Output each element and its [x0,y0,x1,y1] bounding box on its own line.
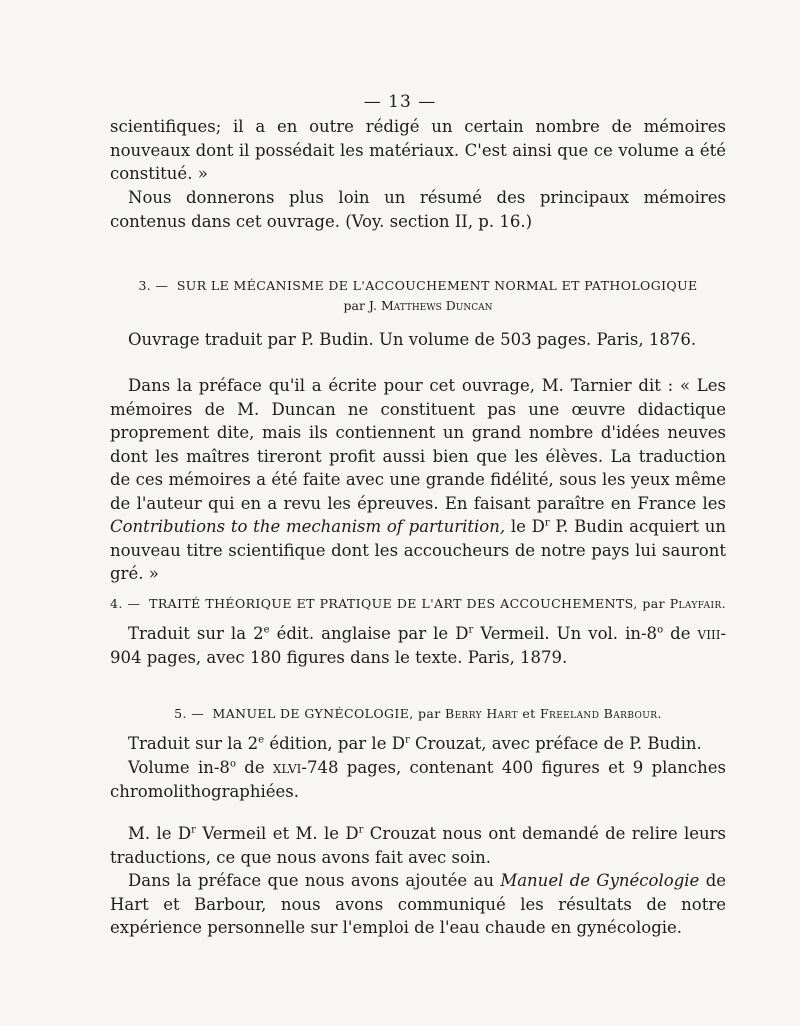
closing-paragraph-1 [110,822,726,869]
section-4-pub-a: Traduit sur la 2 [128,624,264,643]
closing-p1-sup2: r [358,824,364,836]
section-5-number: 5. — [174,706,205,721]
closing-p1-sup1: r [191,824,196,836]
section-4-pub-c: Vermeil. Un vol. in-8 [480,624,658,643]
section-5-line-2 [110,756,726,803]
closing-p1-b: Vermeil et M. le D [202,824,359,843]
section-5-line-1-c: Crouzat, avec préface de P. Budin. [414,734,702,753]
closing-p2-a: Dans la préface que nous avons ajoutée au [128,871,494,890]
section-5-line-2-c: -748 pages, contenant 400 figures et 9 planches chromolithographiées. [110,758,726,801]
section-5-heading [110,706,726,721]
closing-p2-italic-title: Manuel de Gynécologie [500,871,700,890]
section-3-number: 3. — [138,278,169,293]
section-5-line-1 [110,732,726,756]
section-5-line-2-roman: xlvi [272,758,302,777]
closing-p1-c: Crouzat nous ont demandé de relire leurs traductions, ce que nous avons fait avec soin. [110,824,727,867]
section-3-review-sup: r [544,517,550,529]
closing-p1-a: M. le D [128,824,192,843]
section-4-pub-sup2: r [468,624,474,636]
section-5-line-1-sup2: r [404,734,410,746]
page-number: — 13 — [363,92,437,112]
section-3-review-text: Dans la préface qu'il a écrite pour cet ouvrage, M. Tarnier dit : « Les mémoires de M. Duncan ne constituent pas une œuvre didactique proprement dite, mais ils contiennent un grand nombre d'idées neuves dont les maîtres tireront profit aussi bien que les élèves. La traduction de ces mémoires a été faite avec une grande fidélité, sous les yeux même de l'auteur qui en a revu les épreuves. En faisant paraître en France les [110,376,726,513]
closing-p2-b: de Hart et Barbour, nous avons communiqué les résultats de notre expérience personnelle sur l'emploi de l'eau chaude en gynécologie. [110,871,727,937]
section-3-author: Matthews Duncan [380,298,493,313]
section-4-pub-roman: viii [697,624,721,643]
section-4-pub-sup1: e [263,624,270,636]
section-5-par: par [417,706,441,721]
section-3-by: par J. [343,298,377,313]
section-3-review-italic-title: Contributions to the mechanism of parturition, [110,517,506,536]
section-4-pub-b: édit. anglaise par le D [276,624,469,643]
section-3-review-dr: le D [510,517,545,536]
section-3-byline [110,298,726,313]
section-5-line-1-b: édition, par le D [269,734,405,753]
section-3-publication: Ouvrage traduit par P. Budin. Un volume de 503 pages. Paris, 1876. [128,330,697,349]
section-4-number: 4. — [110,596,141,611]
section-5-line-1-a: Traduit sur la 2 [128,734,259,753]
intro-paragraph-1: scientifiques; il a en outre rédigé un certain nombre de mémoires nouveaux dont il possédait les matériaux. C'est ainsi que ce volume a été constitué. » [110,117,726,183]
section-3-review [110,374,726,586]
section-4-pub-e: -904 pages, avec 180 figures dans le texte. Paris, 1879. [110,624,727,667]
section-5-line-2-sup: o [229,758,236,770]
section-3-title: SUR LE MÉCANISME DE L'ACCOUCHEMENT NORMAL ET PATHOLOGIQUE [176,278,698,293]
section-5-et: et [522,706,536,721]
section-4-publication [110,622,726,669]
section-5-line-2-b: de [244,758,265,777]
closing-paragraph-2 [110,869,726,940]
section-4-heading [110,596,726,611]
intro-paragraph-2: Nous donnerons plus loin un résumé des principaux mémoires contenus dans cet ouvrage. (Voy. section II, p. 16.) [110,188,726,231]
section-4-par: par [642,596,665,611]
section-4-pub-sup3: o [657,624,664,636]
section-3-heading [110,278,726,293]
section-5-line-1-sup: e [258,734,265,746]
section-5-author-2: Freeland Barbour. [539,706,662,721]
section-5-title: MANUEL DE GYNÉCOLOGIE, [212,706,414,721]
section-4-title: TRAITÉ THÉORIQUE ET PRATIQUE DE L'ART DES ACCOUCHEMENTS, [149,596,638,611]
section-3-review-end: P. Budin acquiert un nouveau titre scientifique dont les accoucheurs de notre pays lui sauront gré. » [110,517,726,583]
section-4-author: Playfair. [669,596,727,611]
section-4-pub-d: de [670,624,691,643]
section-5-author-1: Berry Hart [445,706,518,721]
section-5-line-2-a: Volume in-8 [128,758,230,777]
